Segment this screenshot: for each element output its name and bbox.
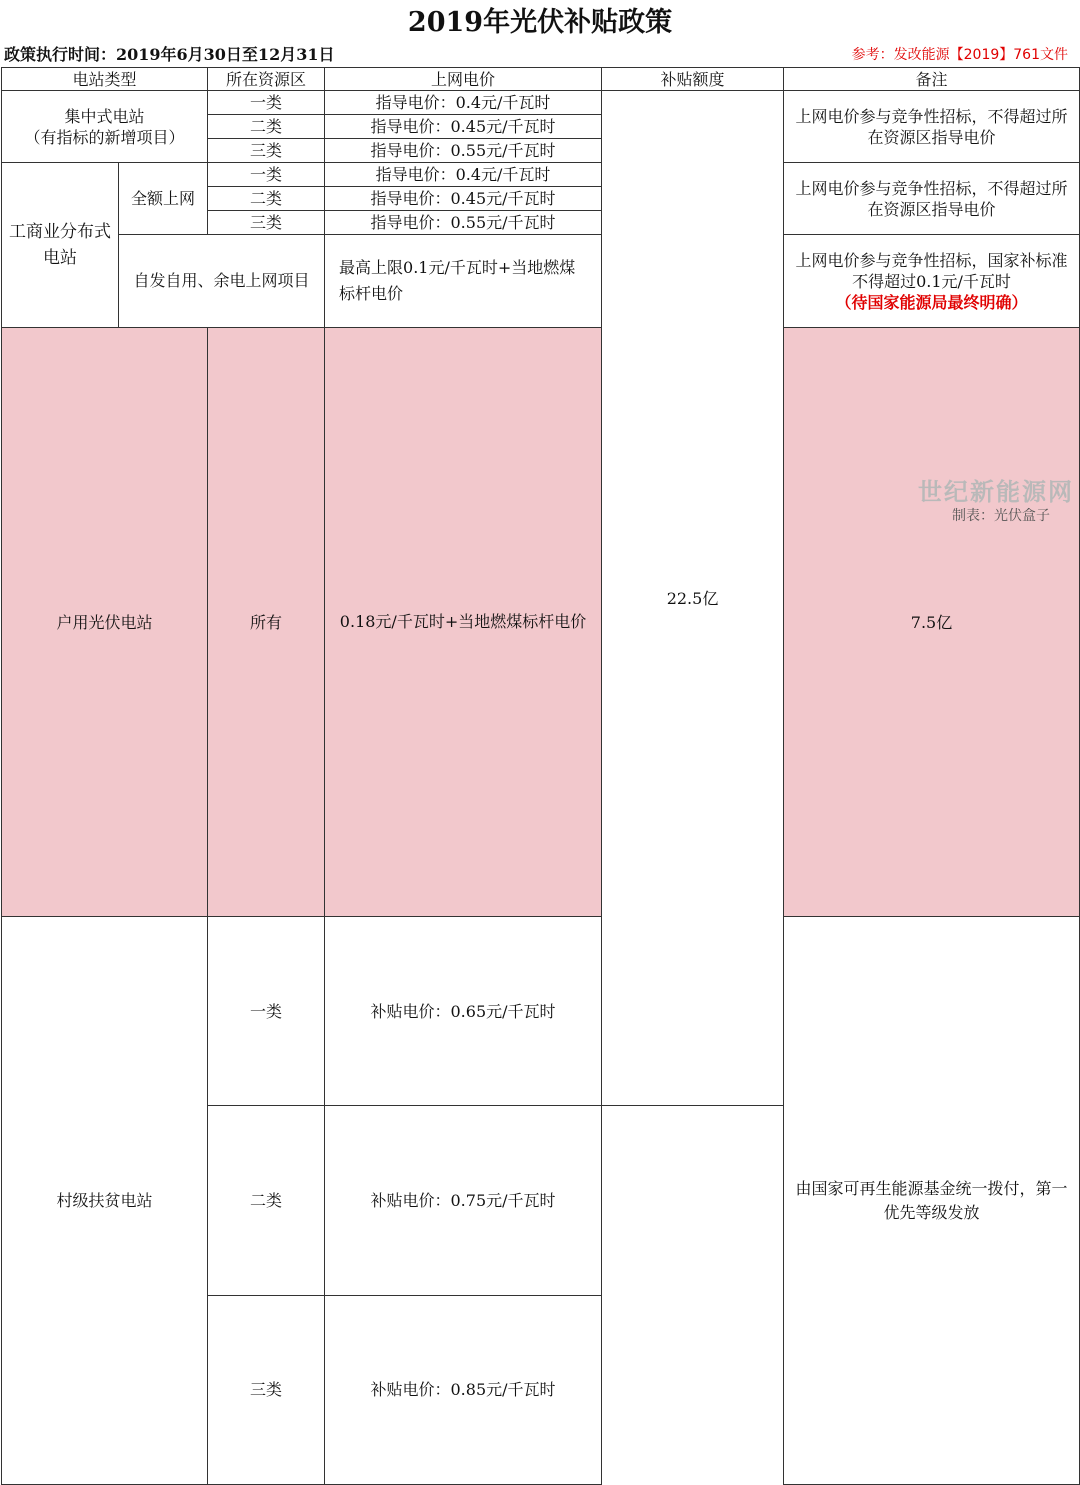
policy-table [1,67,1080,1485]
header-resource-zone: 所在资源区 [208,68,325,91]
table-row [2,235,1080,328]
zone-cell: 三类 [208,211,325,235]
centralized-note: 上网电价参与竞争性招标，不得超过所在资源区指导电价 [784,91,1080,163]
full-grid-cell: 全额上网 [119,163,208,235]
household-subsidy-cell: 7.5亿 [784,328,1080,917]
poverty-station-cell: 村级扶贫电站 [2,917,208,1485]
household-station-cell: 户用光伏电站 [2,328,208,917]
table-row [2,91,1080,115]
zone-cell: 三类 [208,1295,325,1484]
price-cell: 补贴电价：0.85元/千瓦时 [325,1295,602,1484]
price-cell: 指导电价：0.4元/千瓦时 [325,91,602,115]
self-use-price-cell: 最高上限0.1元/千瓦时+当地燃煤标杆电价 [325,235,602,328]
centralized-station-name: 集中式电站 [64,106,145,126]
reference-document: 参考：发改能源【2019】761文件 [851,47,1068,63]
price-cell: 指导电价：0.55元/千瓦时 [325,211,602,235]
price-cell: 补贴电价：0.65元/千瓦时 [325,917,602,1106]
household-row [2,328,1080,917]
self-use-note [784,235,1080,328]
price-cell: 指导电价：0.4元/千瓦时 [325,163,602,187]
table-row [2,163,1080,187]
price-cell: 补贴电价：0.75元/千瓦时 [325,1106,602,1295]
self-use-note-text: 上网电价参与竞争性招标，国家补标准不得超过0.1元/千瓦时 [795,250,1068,291]
price-cell: 指导电价：0.45元/千瓦时 [325,115,602,139]
header-subsidy-amount: 补贴额度 [602,68,784,91]
header-remarks: 备注 [784,68,1080,91]
execution-time: 政策执行时间：2019年6月30日至12月31日 [4,45,335,64]
self-use-cell: 自发自用、余电上网项目 [119,235,325,328]
meta-row [0,44,1080,66]
zone-cell: 二类 [208,1106,325,1295]
household-price-cell: 0.18元/千瓦时+当地燃煤标杆电价 [325,328,602,917]
header-feed-in-price: 上网电价 [325,68,602,91]
header-row [2,68,1080,91]
commercial-station-cell: 工商业分布式电站 [2,163,119,328]
watermark: 世纪新能源网 [918,478,1074,506]
price-cell: 指导电价：0.45元/千瓦时 [325,187,602,211]
table-row [2,917,1080,1106]
self-use-note-red: （待国家能源局最终明确） [835,292,1028,312]
centralized-station-sub: （有指标的新增项目） [24,127,185,147]
zone-cell: 二类 [208,187,325,211]
zone-cell: 二类 [208,115,325,139]
household-zone-cell: 所有 [208,328,325,917]
price-cell: 指导电价：0.55元/千瓦时 [325,139,602,163]
poverty-subsidy-cell: 由国家可再生能源基金统一拨付，第一优先等级发放 [784,917,1080,1485]
zone-cell: 三类 [208,139,325,163]
table-maker-credit: 制表：光伏盒子 [952,508,1050,524]
subsidy-shared-cell: 22.5亿 [602,91,784,1106]
header-station-type: 电站类型 [2,68,208,91]
zone-cell: 一类 [208,91,325,115]
zone-cell: 一类 [208,163,325,187]
page-title: 2019年光伏补贴政策 [407,7,673,38]
zone-cell: 一类 [208,917,325,1106]
full-grid-note: 上网电价参与竞争性招标，不得超过所在资源区指导电价 [784,163,1080,235]
centralized-station-cell [2,91,208,163]
